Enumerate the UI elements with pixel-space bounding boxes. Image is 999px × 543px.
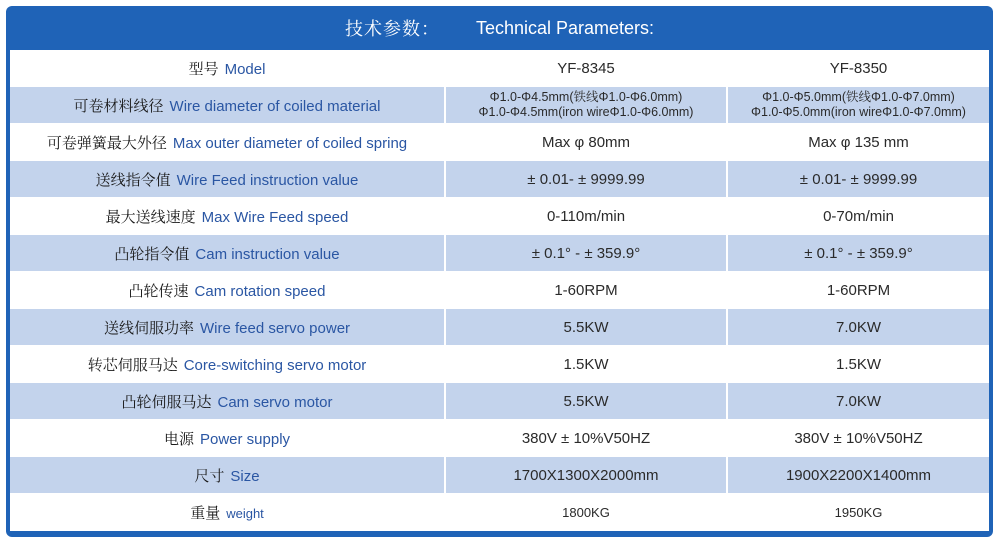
value-yf8350: Max φ 135 mm [727,124,989,161]
value-yf8345: 0-110m/min [445,198,727,235]
label-en: weight [226,505,264,521]
label-en: Size [230,467,260,485]
label-en: Cam instruction value [195,245,340,263]
table-row [10,494,989,531]
table-row [10,346,989,383]
value-yf8350: 380V ± 10%V50HZ [727,420,989,457]
label-en: Model [224,60,266,78]
spec-table [10,50,989,531]
row-label [10,309,445,346]
table-row [10,161,989,198]
row-label [10,50,445,87]
row-label [10,494,445,531]
row-label [10,420,445,457]
label-en: Core-switching servo motor [183,356,367,374]
row-label [10,198,445,235]
row-label [10,235,445,272]
label-en: Wire Feed instruction value [176,171,359,189]
value-yf8345: 1800KG [445,494,727,531]
label-en: Max Wire Feed speed [201,208,349,226]
row-label [10,87,445,124]
label-en: Wire diameter of coiled material [169,97,381,115]
label-zh: 可卷弹簧最大外径 [46,134,167,152]
value-yf8345: 380V ± 10%V50HZ [445,420,727,457]
value-yf8350: 1.5KW [727,346,989,383]
table-row [10,198,989,235]
value-line: Φ1.0-Φ5.0mm(铁线Φ1.0-Φ7.0mm) [762,90,955,104]
label-en: Cam rotation speed [194,282,326,300]
label-zh: 尺寸 [194,467,225,485]
value-yf8350: 1950KG [727,494,989,531]
value-yf8350: 7.0KW [727,309,989,346]
table-row [10,124,989,161]
value-yf8350: 7.0KW [727,383,989,420]
label-en: Cam servo motor [217,393,333,411]
label-zh: 重量 [190,504,221,522]
label-en: Max outer diameter of coiled spring [172,134,408,152]
value-yf8345: ± 0.01- ± 9999.99 [445,161,727,198]
label-zh: 型号 [188,60,219,78]
value-yf8345: 5.5KW [445,309,727,346]
header-title-en: Technical Parameters: [475,17,655,38]
row-label [10,346,445,383]
row-label [10,383,445,420]
label-zh: 送线伺服功率 [103,319,194,337]
row-label [10,457,445,494]
table-row [10,235,989,272]
value-yf8350: YF-8350 [727,50,989,87]
label-zh: 电源 [163,430,194,448]
value-line: Φ1.0-Φ5.0mm(iron wireΦ1.0-Φ7.0mm) [751,105,966,119]
row-label [10,124,445,161]
table-row [10,309,989,346]
value-yf8345: Max φ 80mm [445,124,727,161]
table-header [10,6,989,50]
label-zh: 最大送线速度 [105,208,196,226]
label-en: Wire feed servo power [199,319,351,337]
spec-table-frame [6,6,993,537]
value-yf8345: ± 0.1° - ± 359.9° [445,235,727,272]
row-label [10,161,445,198]
label-zh: 转芯伺服马达 [87,356,178,374]
table-row [10,383,989,420]
value-yf8350: ± 0.01- ± 9999.99 [727,161,989,198]
value-line: Φ1.0-Φ4.5mm(iron wireΦ1.0-Φ6.0mm) [478,105,694,119]
table-row [10,87,989,124]
label-zh: 凸轮伺服马达 [121,393,212,411]
table-row [10,420,989,457]
value-yf8345: 1700X1300X2000mm [445,457,727,494]
value-yf8350: 0-70m/min [727,198,989,235]
value-line: Φ1.0-Φ4.5mm(铁线Φ1.0-Φ6.0mm) [489,90,683,104]
label-zh: 凸轮指令值 [114,245,190,263]
label-zh: 送线指令值 [95,171,171,189]
table-row [10,272,989,309]
value-yf8345: 1-60RPM [445,272,727,309]
label-zh: 凸轮传速 [128,282,189,300]
value-yf8350: 1900X2200X1400mm [727,457,989,494]
value-yf8345: YF-8345 [445,50,727,87]
value-yf8345: 1.5KW [445,346,727,383]
label-zh: 可卷材料线径 [73,97,164,115]
value-yf8350: 1-60RPM [727,272,989,309]
table-row [10,50,989,87]
row-label [10,272,445,309]
value-yf8350: ± 0.1° - ± 359.9° [727,235,989,272]
header-title-zh: 技术参数： [344,19,440,39]
value-yf8350 [727,87,989,124]
value-yf8345 [445,87,727,124]
table-row [10,457,989,494]
label-en: Power supply [199,430,291,448]
value-yf8345: 5.5KW [445,383,727,420]
